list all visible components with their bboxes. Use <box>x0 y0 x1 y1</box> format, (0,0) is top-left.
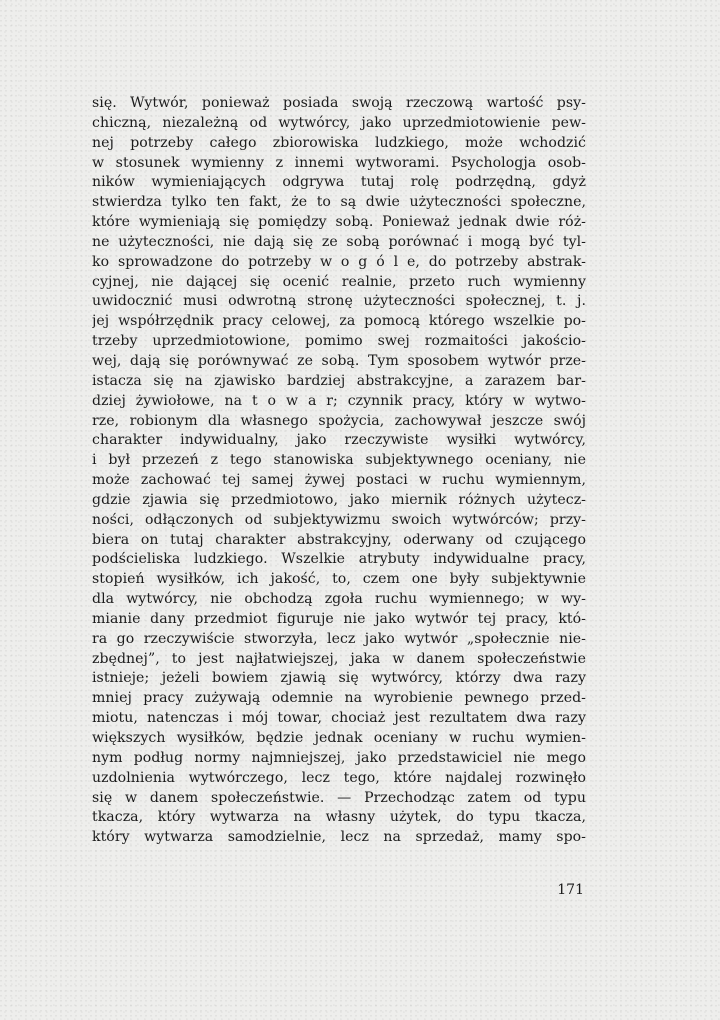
text-line: który wytwarza samodzielnie, lecz na sprzedaż, mamy spo- <box>92 829 586 846</box>
text-line: ności, odłączonych od subjektywizmu swoich wytwórców; przy- <box>92 511 586 528</box>
text-line: nym podług normy najmniejszej, jako przedstawiciel nie mego <box>92 749 586 766</box>
text-line: ników wymieniających odgrywa tutaj rolę podrzędną, gdyż <box>92 174 586 191</box>
page-number: 171 <box>557 882 584 898</box>
text-line: stopień wysiłków, ich jakość, to, czem one były subjektywnie <box>92 571 586 588</box>
text-line: dziej żywiołowe, na t o w a r; czynnik pracy, który w wytwo- <box>92 392 586 409</box>
text-line: trzeby uprzedmiotowione, pomimo swej rozmaitości jakościo- <box>92 333 586 350</box>
text-line: ra go rzeczywiście stworzyła, lecz jako wytwór „społecznie nie- <box>92 630 586 647</box>
text-line: gdzie zjawia się przedmiotowo, jako miernik różnych użytecz- <box>92 491 586 508</box>
text-line: stwierdza tylko ten fakt, że to są dwie użyteczności społeczne, <box>92 194 586 211</box>
text-line: cyjnej, nie dającej się ocenić realnie, przeto ruch wymienny <box>92 273 586 290</box>
text-line: tkacza, który wytwarza na własny użytek, do typu tkacza, <box>92 809 586 826</box>
text-line: ko sprowadzone do potrzeby w o g ó l e, do potrzeby abstrak- <box>92 253 586 270</box>
text-line: które wymieniają się pomiędzy sobą. Ponieważ jednak dwie róż- <box>92 214 586 231</box>
text-line: charakter indywidualny, jako rzeczywiste wysiłki wytwórcy, <box>92 432 586 449</box>
text-line: biera on tutaj charakter abstrakcyjny, oderwany od czującego <box>92 531 586 548</box>
text-line: większych wysiłków, będzie jednak oceniany w ruchu wymien- <box>92 730 586 746</box>
text-line: jej współrzędnik pracy celowej, za pomocą którego wszelkie po- <box>92 313 586 330</box>
text-line: się. Wytwór, ponieważ posiada swoją rzeczową wartość psy- <box>92 95 586 111</box>
text-line: zbędnej”, to jest najłatwiejszej, jaka w danem społeczeństwie <box>92 650 586 667</box>
text-line: nej potrzeby całego zbiorowiska ludzkiego, może wchodzić <box>92 134 586 151</box>
text-line: może zachować tej samej żywej postaci w ruchu wymiennym, <box>92 472 586 489</box>
body-text <box>92 94 586 848</box>
text-line: się w danem społeczeństwie. — Przechodząc zatem od typu <box>92 789 586 806</box>
text-line: rze, robionym dla własnego spożycia, zachowywał jeszcze swój <box>92 412 586 429</box>
text-line: mniej pracy zużywają odemnie na wyrobienie pewnego przed- <box>92 690 586 707</box>
text-line: ne użyteczności, nie dają się ze sobą porównać i mogą być tyl- <box>92 233 586 250</box>
text-line: podścieliska ludzkiego. Wszelkie atrybuty indywidualne pracy, <box>92 551 586 568</box>
text-line: dla wytwórcy, nie obchodzą zgoła ruchu wymiennego; w wy- <box>92 591 586 608</box>
text-line: wej, dają się porównywać ze sobą. Tym sposobem wytwór prze- <box>92 352 586 369</box>
text-line: i był przezeń z tego stanowiska subjektywnego oceniany, nie <box>92 452 586 469</box>
text-line: istacza się na zjawisko bardziej abstrakcyjne, a zarazem bar- <box>92 372 586 389</box>
text-line: uzdolnienia wytwórczego, lecz tego, które najdalej rozwinęło <box>92 769 586 786</box>
text-line: istnieje; jeżeli bowiem zjawią się wytwórcy, którzy dwa razy <box>92 670 586 687</box>
text-line: chiczną, niezależną od wytwórcy, jako uprzedmiotowienie pew- <box>92 114 586 131</box>
text-line: mianie dany przedmiot figuruje nie jako wytwór tej pracy, któ- <box>92 610 586 627</box>
text-line: uwidocznić musi odwrotną stronę użyteczności społecznej, t. j. <box>92 293 586 310</box>
text-line: miotu, natenczas i mój towar, chociaż jest rezultatem dwa razy <box>92 710 586 727</box>
text-line: w stosunek wymienny z innemi wytworami. Psychologja osob- <box>92 154 586 171</box>
